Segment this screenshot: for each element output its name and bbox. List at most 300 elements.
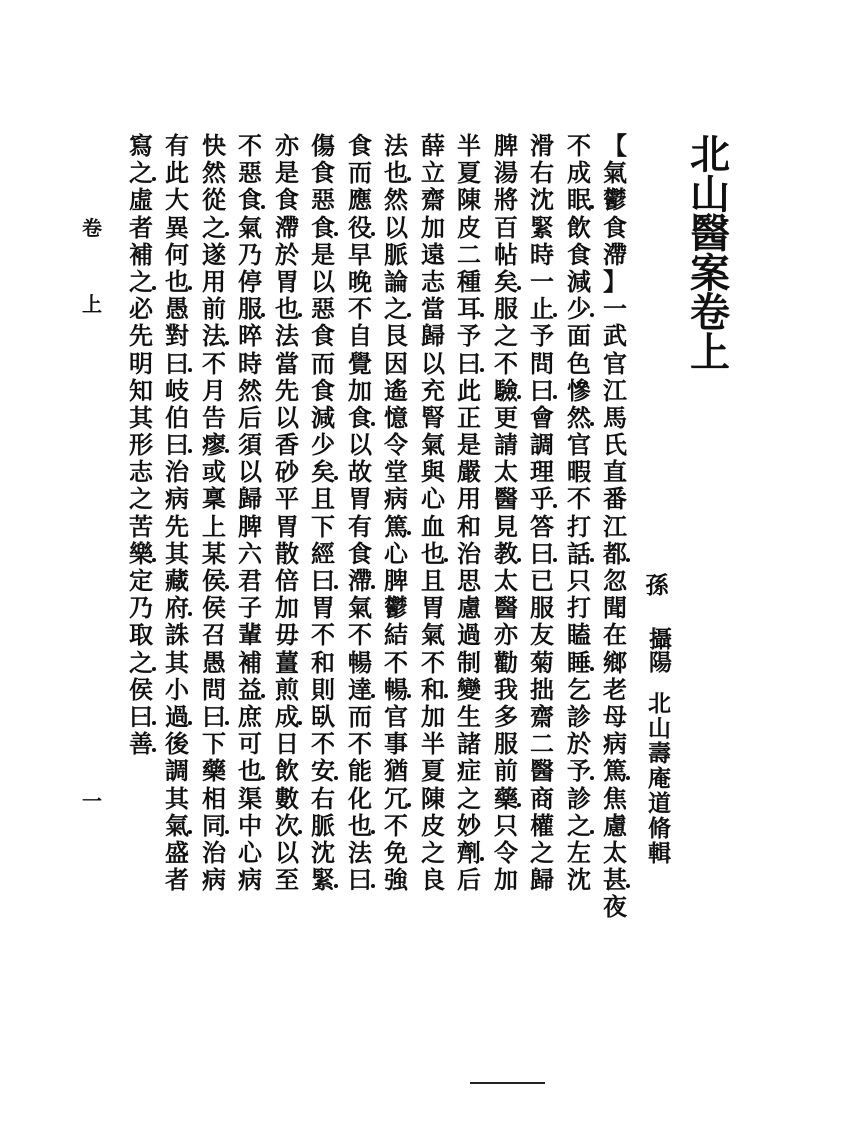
character: 不	[348, 620, 372, 650]
character: 令	[494, 837, 518, 867]
character: 沈	[311, 837, 335, 867]
character: 滯	[275, 212, 299, 242]
character: 志	[129, 457, 153, 487]
character: 減	[567, 266, 591, 296]
character: 予	[457, 321, 481, 351]
character: 睡	[567, 647, 591, 677]
character: 安	[311, 756, 335, 786]
character: 從	[202, 185, 226, 215]
character: 曰	[530, 538, 554, 568]
character: 過	[165, 701, 189, 731]
character: 先	[275, 375, 299, 405]
character: 上	[202, 511, 226, 541]
character: 半	[457, 131, 481, 160]
character: 法	[384, 131, 408, 160]
character: 菊	[530, 647, 554, 677]
character: 下	[202, 729, 226, 759]
character: 不	[567, 131, 591, 160]
character: 病	[384, 484, 408, 514]
character: 則	[311, 674, 335, 704]
character: 之	[129, 158, 153, 188]
character: 之	[129, 266, 153, 296]
character: 有	[348, 511, 372, 541]
character: 侯	[202, 566, 226, 595]
character: 早	[348, 239, 372, 269]
character: 服	[530, 593, 554, 623]
character: 加	[348, 375, 372, 405]
character: 也	[348, 810, 372, 840]
character: 服	[238, 294, 262, 324]
character: 與	[421, 457, 445, 487]
character: 夜	[603, 892, 627, 922]
character: 問	[202, 674, 226, 704]
character: 不	[494, 348, 518, 378]
character: 飲	[275, 756, 299, 786]
character: 思	[457, 566, 481, 595]
character: 診	[567, 783, 591, 813]
character: 不	[311, 620, 335, 650]
character: 瘳	[202, 430, 226, 460]
character: 亦	[275, 131, 299, 160]
character: 之	[567, 810, 591, 840]
character: 乃	[129, 593, 153, 623]
character: 曰	[457, 348, 481, 378]
character: 晬	[238, 321, 262, 351]
character: 少	[311, 430, 335, 460]
character: 之	[421, 837, 445, 867]
character: 症	[457, 756, 481, 786]
character: 傷	[311, 131, 335, 160]
character: 和	[311, 647, 335, 677]
character: 愚	[165, 294, 189, 324]
character: 六	[238, 538, 262, 568]
character: 中	[238, 810, 262, 840]
character: 小	[165, 674, 189, 704]
character: 胃	[348, 484, 372, 514]
text-column	[162, 132, 192, 893]
character: 以	[384, 212, 408, 242]
character: 權	[530, 810, 554, 840]
character: 拙	[530, 674, 554, 704]
character: 之	[494, 321, 518, 351]
character: 只	[494, 810, 518, 840]
character: 以	[238, 457, 262, 487]
character: 何	[165, 239, 189, 269]
character: 善	[129, 729, 153, 759]
character: 予	[530, 321, 554, 351]
character: 亦	[494, 620, 518, 650]
character: 二	[530, 729, 554, 759]
character: 帖	[494, 239, 518, 269]
character: 食	[311, 158, 335, 188]
character: 以	[348, 430, 372, 460]
character: 病	[238, 865, 262, 895]
character: 食	[348, 538, 372, 568]
character: 數	[275, 783, 299, 813]
character: 散	[275, 538, 299, 568]
character: 稟	[202, 484, 226, 514]
text-column	[418, 132, 448, 893]
character: 有	[165, 131, 189, 160]
character: 加	[494, 865, 518, 895]
character: 於	[275, 239, 299, 269]
character: 瞌	[567, 620, 591, 650]
character: 氣	[238, 212, 262, 242]
character: 不	[311, 729, 335, 759]
character: 岐	[165, 375, 189, 405]
text-column	[454, 132, 484, 893]
character: 覺	[348, 348, 372, 378]
character: 藥	[202, 756, 226, 786]
character: 且	[421, 566, 445, 595]
character: 和	[421, 674, 445, 704]
character: 太	[494, 457, 518, 487]
character: 也	[165, 266, 189, 296]
character: 須	[238, 430, 262, 460]
character: 臥	[311, 701, 335, 731]
character: 歸	[238, 484, 262, 514]
character: 病	[165, 484, 189, 514]
character: 沈	[530, 185, 554, 215]
character: 自	[348, 321, 372, 351]
character: 子	[238, 593, 262, 623]
character: 夏	[421, 756, 445, 786]
character: 食	[603, 212, 627, 242]
character: 渠	[238, 783, 262, 813]
author-surname: 孫	[645, 572, 669, 599]
character: 樂	[129, 538, 153, 568]
text-column	[527, 132, 557, 893]
character: 江	[603, 375, 627, 405]
character: 緊	[311, 865, 335, 895]
character: 問	[530, 348, 554, 378]
character: 之	[457, 783, 481, 813]
character: 知	[129, 375, 153, 405]
character: 少	[567, 294, 591, 324]
character: 滑	[530, 131, 554, 160]
character: 此	[165, 158, 189, 188]
character: 論	[384, 266, 408, 296]
character: 理	[530, 457, 554, 487]
character: 氣	[348, 593, 372, 623]
character: 明	[129, 348, 153, 378]
character: 甚	[603, 865, 627, 895]
character: 胃	[275, 266, 299, 296]
character: 暇	[567, 457, 591, 487]
margin-volume: 卷	[82, 216, 102, 240]
character: 已	[530, 566, 554, 595]
character: 者	[129, 212, 153, 242]
character: 大	[165, 185, 189, 215]
character: 打	[567, 511, 591, 541]
text-column	[381, 132, 411, 893]
character: 也	[421, 538, 445, 568]
character: 二	[457, 239, 481, 269]
character: 其	[165, 538, 189, 568]
text-column	[235, 132, 265, 893]
character: 化	[348, 783, 372, 813]
character: 乃	[238, 239, 262, 269]
character: 毋	[275, 620, 299, 650]
character: 也	[238, 756, 262, 786]
character: 之	[530, 837, 554, 867]
character: 必	[129, 294, 153, 324]
character: 其	[165, 783, 189, 813]
character: 可	[238, 729, 262, 759]
character: 焦	[603, 783, 627, 813]
character: 憶	[384, 402, 408, 432]
character: 取	[129, 620, 153, 650]
character: 慮	[603, 810, 627, 840]
character: 脾	[238, 511, 262, 541]
character: 答	[530, 511, 554, 541]
character: 多	[494, 701, 518, 731]
text-column	[491, 132, 521, 893]
character: 鄉	[603, 647, 627, 677]
character: 盛	[165, 837, 189, 867]
character: 異	[165, 212, 189, 242]
character: 北	[690, 131, 730, 178]
character: 成	[567, 158, 591, 188]
character: 相	[202, 783, 226, 813]
character: 堂	[384, 457, 408, 487]
character: 輩	[238, 620, 262, 650]
character: 快	[202, 131, 226, 160]
character: 話	[567, 538, 591, 568]
character: 氣	[603, 158, 627, 188]
character: 劑	[457, 837, 481, 867]
character: 武	[603, 321, 627, 351]
book-title	[688, 131, 732, 376]
character: 皮	[421, 810, 445, 840]
character: 不	[202, 348, 226, 378]
character: 不	[348, 729, 372, 759]
character: 法	[202, 321, 226, 351]
margin-volume: 上	[82, 292, 102, 316]
character: 只	[567, 566, 591, 595]
character: 面	[567, 321, 591, 351]
character: 醫	[494, 593, 518, 623]
character: 醫	[530, 756, 554, 786]
character: 晚	[348, 266, 372, 296]
text-column	[272, 132, 302, 893]
character: 上	[690, 328, 730, 376]
character: 減	[311, 402, 335, 432]
character: 乞	[567, 674, 591, 704]
character: 曰	[202, 701, 226, 731]
character: 定	[129, 566, 153, 595]
character: 經	[311, 538, 335, 568]
character: 氣	[421, 430, 445, 460]
character: 冗	[384, 783, 408, 813]
character: 遙	[384, 375, 408, 405]
character: 月	[202, 375, 226, 405]
character: 之	[202, 212, 226, 242]
character: 是	[275, 158, 299, 188]
character: 也	[384, 158, 408, 188]
character: 強	[384, 865, 408, 895]
character: 右	[311, 783, 335, 813]
character: 然	[238, 375, 262, 405]
character: 生	[457, 701, 481, 731]
character: 病	[603, 729, 627, 759]
character: 或	[202, 457, 226, 487]
character: 陳	[421, 783, 445, 813]
character: 食	[348, 131, 372, 160]
character: 且	[311, 484, 335, 514]
character: 惡	[238, 158, 262, 188]
character: 后	[238, 402, 262, 432]
character: 食	[567, 239, 591, 269]
character: 心	[421, 484, 445, 514]
character: 後	[165, 729, 189, 759]
character: 也	[275, 294, 299, 324]
character: 治	[165, 457, 189, 487]
character: 某	[202, 538, 226, 568]
character: 氣	[421, 620, 445, 650]
character: 令	[384, 430, 408, 460]
character: 先	[165, 511, 189, 541]
character: 應	[348, 185, 372, 215]
character: 夏	[457, 158, 481, 188]
author-name: 北山壽庵道脩輯	[644, 691, 671, 866]
character: 良	[421, 865, 445, 895]
character: 齋	[421, 185, 445, 215]
character: 成	[275, 701, 299, 731]
character: 補	[129, 239, 153, 269]
character: 用	[457, 484, 481, 514]
character: 脈	[311, 810, 335, 840]
character: 惡	[311, 294, 335, 324]
character: 以	[275, 402, 299, 432]
character: 都	[603, 538, 627, 568]
character: 脈	[384, 239, 408, 269]
character: 后	[457, 865, 481, 895]
character: 右	[530, 158, 554, 188]
character: 遠	[421, 239, 445, 269]
character: 案	[690, 249, 730, 297]
character: 寫	[129, 131, 153, 160]
character: 煎	[275, 674, 299, 704]
character: 止	[530, 294, 554, 324]
character: 藥	[494, 783, 518, 813]
character: 服	[494, 294, 518, 324]
character: 苦	[129, 511, 153, 541]
character: 請	[494, 430, 518, 460]
character: 結	[384, 620, 408, 650]
character: 診	[567, 701, 591, 731]
character: 太	[494, 566, 518, 595]
author-place: 攝陽	[645, 627, 672, 673]
character: 勸	[494, 647, 518, 677]
character: 暢	[384, 674, 408, 704]
character: 調	[165, 756, 189, 786]
character: 番	[603, 484, 627, 514]
character: 志	[421, 266, 445, 296]
character: 食	[348, 402, 372, 432]
character: 以	[421, 348, 445, 378]
character: 侯	[202, 593, 226, 623]
character: 予	[567, 756, 591, 786]
character: 以	[275, 837, 299, 867]
character: 同	[202, 810, 226, 840]
character: 篤	[603, 756, 627, 786]
character: 法	[275, 321, 299, 351]
character: 官	[603, 348, 627, 378]
character: 血	[421, 511, 445, 541]
character: 食	[238, 185, 262, 215]
character: 商	[530, 783, 554, 813]
character: 治	[202, 837, 226, 867]
bottom-rule	[470, 1082, 545, 1084]
character: 胃	[275, 511, 299, 541]
character: 然	[567, 402, 591, 432]
character: 食	[311, 375, 335, 405]
character: 諸	[457, 729, 481, 759]
character: 過	[457, 620, 481, 650]
character: 故	[348, 457, 372, 487]
character: 伯	[165, 402, 189, 432]
character: 種	[457, 266, 481, 296]
character: 歸	[421, 321, 445, 351]
character: 官	[567, 430, 591, 460]
text-column	[345, 132, 375, 893]
character: 加	[421, 701, 445, 731]
character: 然	[384, 185, 408, 215]
character: 耳	[457, 294, 481, 324]
character: 君	[238, 566, 262, 595]
character: 能	[348, 756, 372, 786]
character: 薛	[421, 131, 445, 160]
character: 不	[348, 294, 372, 324]
text-column	[600, 132, 630, 920]
character: 病	[202, 865, 226, 895]
character: 平	[275, 484, 299, 514]
character: 之	[384, 294, 408, 324]
character: 不	[384, 647, 408, 677]
character: 役	[348, 212, 372, 242]
character: 陳	[457, 185, 481, 215]
character: 庶	[238, 701, 262, 731]
character: 遂	[202, 239, 226, 269]
spacer	[642, 673, 672, 691]
character: 和	[457, 511, 481, 541]
character: 不	[384, 810, 408, 840]
character: 而	[311, 348, 335, 378]
character: 色	[567, 348, 591, 378]
character: 至	[275, 865, 299, 895]
text-column	[126, 132, 156, 757]
character: 不	[238, 131, 262, 160]
character: 嚴	[457, 457, 481, 487]
character: 齋	[530, 701, 554, 731]
character: 食	[311, 321, 335, 351]
character: 矣	[494, 266, 518, 296]
character: 制	[457, 647, 481, 677]
character: 薑	[275, 647, 299, 677]
character: 砂	[275, 457, 299, 487]
character: 皮	[457, 212, 481, 242]
character: 百	[494, 212, 518, 242]
character: 前	[494, 756, 518, 786]
character: 藏	[165, 566, 189, 595]
character: 用	[202, 266, 226, 296]
character: 免	[384, 837, 408, 867]
character: 變	[457, 674, 481, 704]
character: 食	[275, 185, 299, 215]
character: 緊	[530, 212, 554, 242]
text-column	[308, 132, 338, 893]
